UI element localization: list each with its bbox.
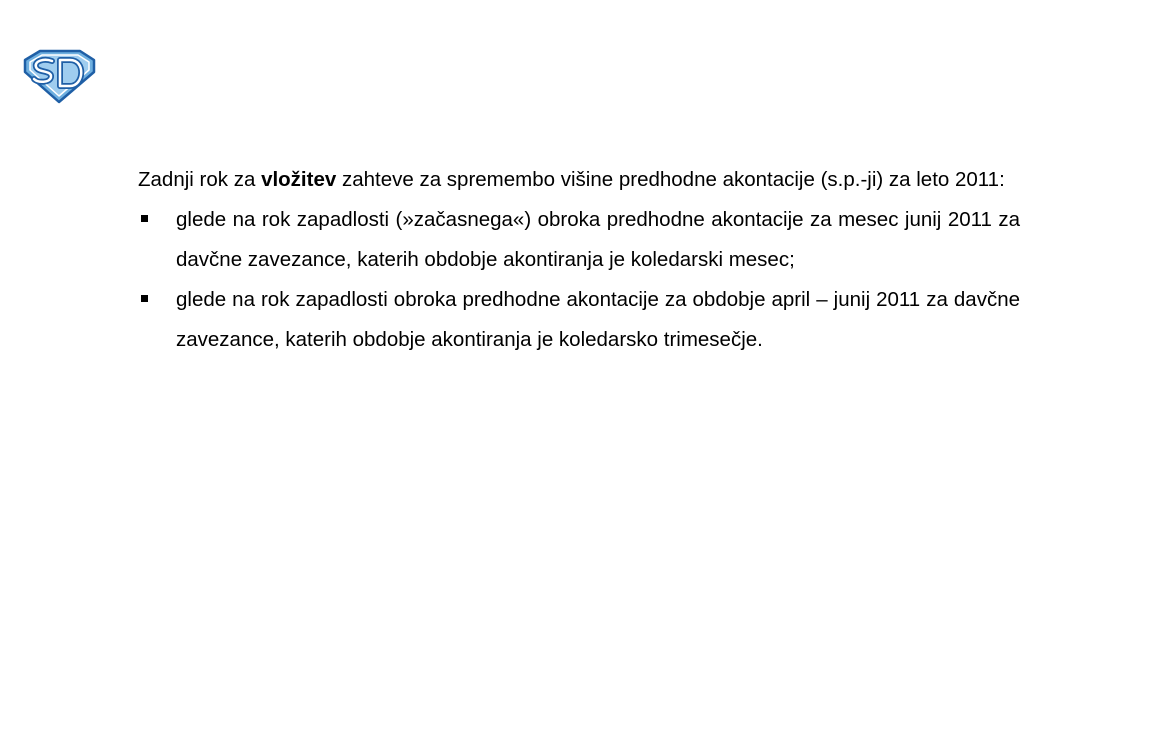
bullet-list — [138, 200, 1020, 360]
document-body — [138, 160, 1020, 360]
list-item — [138, 200, 1020, 280]
shield-logo-graphic — [22, 48, 96, 104]
list-item-text: glede na rok zapadlosti (»začasnega«) obroka predhodne akontacije za mesec junij 2011 za davčne zavezance, katerih obdobje akontiranja je koledarski mesec; — [176, 208, 1020, 271]
intro-text-start: Zadnji rok za — [138, 168, 262, 191]
intro-bold-term: vložitev — [261, 168, 337, 191]
sd-shield-logo — [22, 48, 96, 104]
square-bullet-icon — [141, 295, 148, 302]
square-bullet-icon — [141, 215, 148, 222]
list-item-text: glede na rok zapadlosti obroka predhodne akontacije za obdobje april – junij 2011 za davčne zavezance, katerih obdobje akontiranja je koledarsko trimesečje. — [176, 288, 1020, 351]
list-item — [138, 280, 1020, 360]
intro-text-end: zahteve za spremembo višine predhodne akontacije (s.p.-ji) za leto 2011: — [336, 168, 1005, 191]
intro-paragraph — [138, 160, 1020, 200]
